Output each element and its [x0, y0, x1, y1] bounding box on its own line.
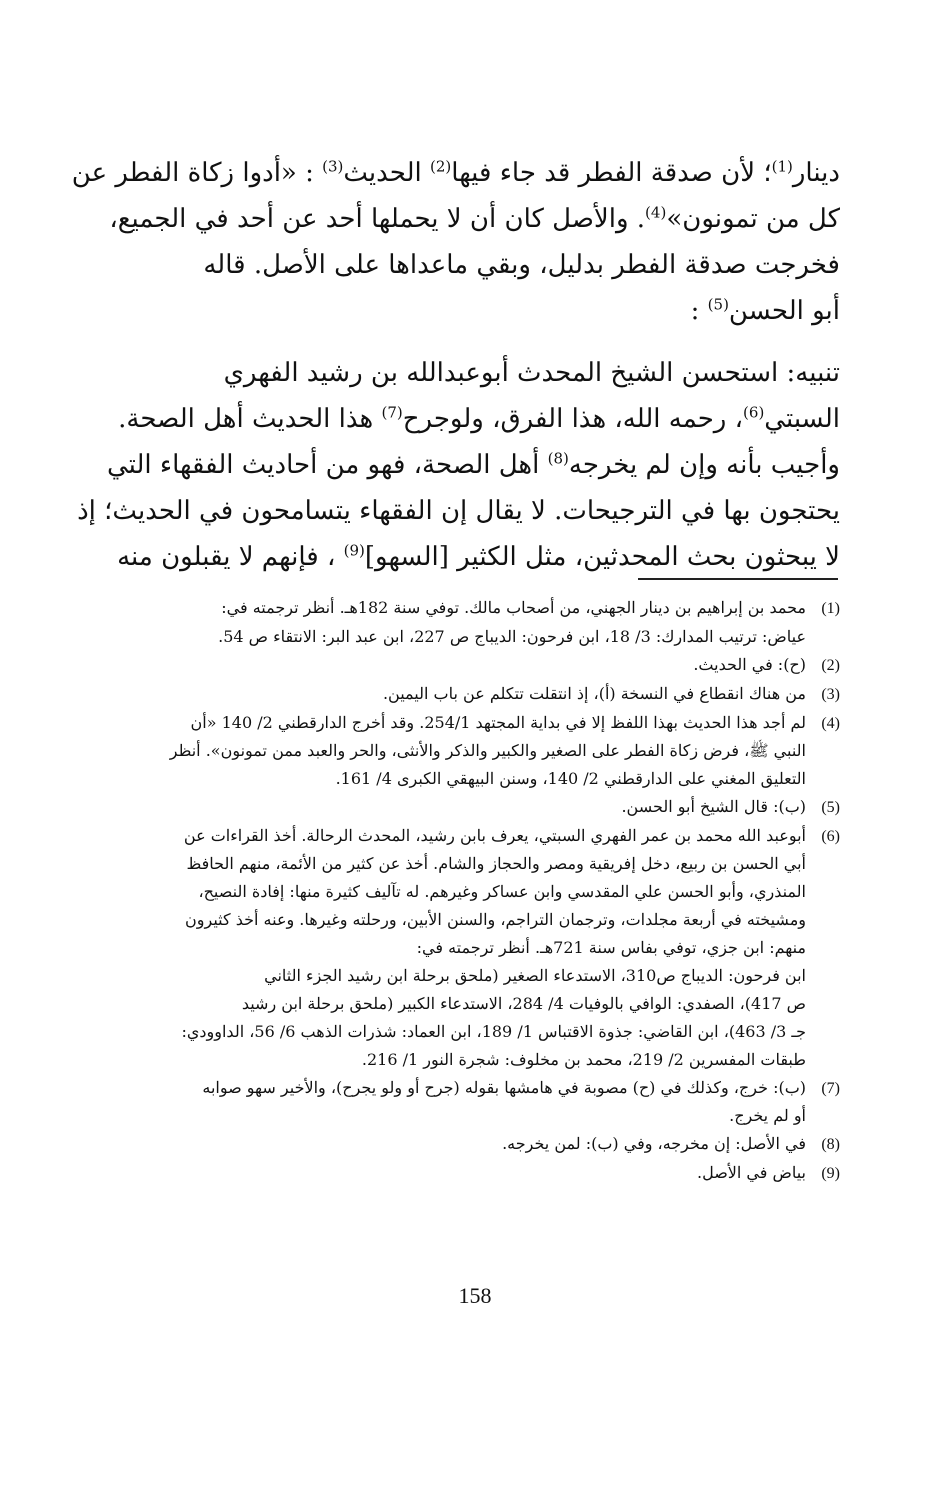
footnote-ref[interactable]: (6): [743, 403, 765, 422]
footnote-text: في الأصل: إن مخرجه، وفي (ب): لمن يخرجه.: [502, 1134, 806, 1153]
footnote-text: بياض في الأصل.: [696, 1163, 806, 1182]
body-line: لا يبحثون بحث المحدثين، مثل الكثير [السهو]$^{(9)}$ ، فإنهم لا يقبلون منه: [117, 541, 840, 572]
footnote-ref[interactable]: (9): [343, 541, 365, 560]
footnote-1: [100, 594, 840, 623]
body-paragraph-2: [77, 350, 840, 580]
footnote-text: محمد بن إبراهيم بن دينار الجهني، من أصحاب مالك. توفي سنة 182هـ. أنظر ترجمته في:: [221, 598, 806, 617]
footnote-ref[interactable]: (5): [707, 295, 729, 314]
footnote-text: من هناك انقطاع في النسخة (أ)، إذ انتقلت تتكلم عن باب اليمين.: [382, 684, 806, 703]
footnote-ref[interactable]: (3): [322, 157, 344, 176]
footnote-text: (ب): خرج، وكذلك في (ح) مصوبة في هامشها بقوله (جرح أو ولو يجرح)، والأخير سهو صوابه أو لم يخرج.: [202, 1078, 806, 1125]
footnote-number: (7): [821, 1080, 840, 1097]
footnote-ref[interactable]: (1): [771, 157, 793, 176]
footnote-3: [100, 680, 840, 709]
footnote-ref[interactable]: (7): [381, 403, 403, 422]
footnote-number: (8): [821, 1136, 840, 1153]
body-paragraph-1: [71, 150, 840, 334]
body-line: أبو الحسن$^{(5)}$ :: [690, 295, 840, 326]
body-line: كل من تمونون»$^{(4)}$. والأصل كان أن لا يحملها أحد عن أحد في الجميع،: [109, 203, 840, 234]
footnote-1-continuation: عياض: ترتيب المدارك: 3/ 18، ابن فرحون: الديباج ص 227، ابن عبد البر: الانتقاء ص 54.: [218, 627, 806, 646]
body-line: فخرجت صدقة الفطر بدليل، وبقي ماعداها على الأصل. قاله: [203, 250, 840, 280]
footnote-number: (1): [821, 600, 840, 617]
footnote-separator: [638, 578, 838, 580]
footnote-number: (5): [821, 799, 840, 816]
footnotes: [100, 594, 840, 1188]
footnote-5: [100, 793, 840, 822]
footnote-text: (ح): في الحديث.: [693, 655, 806, 674]
footnote-ref[interactable]: (4): [645, 203, 667, 222]
footnote-8: [100, 1130, 840, 1159]
body-line: وأجيب بأنه وإن لم يخرجه$^{(8)}$ أهل الصحة، فهو من أحاديث الفقهاء التي: [106, 449, 840, 480]
footnote-9: [100, 1159, 840, 1188]
body-line: يحتجون بها في الترجيحات. لا يقال إن الفقهاء يتسامحون في الحديث؛ إذ: [77, 496, 840, 526]
page-number: 158: [458, 1283, 492, 1308]
footnote-text: (ب): قال الشيخ أبو الحسن.: [621, 797, 806, 816]
footnote-number: (3): [821, 686, 840, 703]
body-line: تنبيه: استحسن الشيخ المحدث أبوعبدالله بن رشيد الفهري: [223, 358, 840, 388]
footnote-2: [100, 651, 840, 680]
footnote-number: (6): [821, 828, 840, 845]
footnote-6: [100, 822, 840, 962]
body-line: دينار$^{(1)}$؛ لأن صدقة الفطر قد جاء فيها$^{(2)}$ الحديث$^{(3)}$ : «أدوا زكاة الفطر عن: [71, 157, 840, 188]
body-line: السبتي$^{(6)}$، رحمه الله، هذا الفرق، ولوجرح$^{(7)}$ هذا الحديث أهل الصحة.: [118, 403, 840, 434]
footnote-ref[interactable]: (8): [547, 449, 569, 468]
footnote-number: (4): [821, 715, 840, 732]
footnote-7: [100, 1074, 840, 1130]
footnote-number: (2): [821, 657, 840, 674]
footnote-ref[interactable]: (2): [430, 157, 452, 176]
footnote-text: لم أجد هذا الحديث بهذا اللفظ إلا في بداية المجتهد 254/1. وقد أخرج الدارقطني 2/ 140 «أن النبي ﷺ، فرض زكاة الفطر على الصغير والكبير والذكر والأنثى، والحر والعبد ممن تمونون». أنظر التعليق المغني على الدارقطني 2/ 140، وسنن البيهقي الكبرى 4/ 161.: [169, 713, 806, 788]
footnote-6-continuation: ابن فرحون: الديباج ص310، الاستدعاء الصغير (ملحق برحلة ابن رشيد الجزء الثاني ص 417)، الصفدي: الوافي بالوفيات 4/ 284، الاستدعاء الكبير (ملحق برحلة ابن رشيد جـ 3/ 463)، ابن القاضي: جذوة الاقتباس 1/ 189، ابن العماد: شذرات الذهب 6/ 56، الداوودي: طبقات المفسرين 2/ 219، محمد بن مخلوف: شجرة النور 1/ 216.: [181, 966, 806, 1069]
footnote-number: (9): [821, 1165, 840, 1182]
footnote-text: أبوعبد الله محمد بن عمر الفهري السبتي، يعرف بابن رشيد، المحدث الرحالة. أخذ القراءات عن أبي الحسن بن ربيع، دخل إفريقية ومصر والحجاز والشام. أخذ عن كثير من الأئمة، منهم الحافظ المنذري، وأبو الحسن علي المقدسي وابن عساكر وغيرهم. له تآليف كثيرة منها: إفادة النصيح، ومشيخته في أربعة مجلدات، وترجمان التراجم، والسنن الأبين، ورحلته وغيرها. وعنه أخذ كثيرون منهم: ابن جزي، توفي بفاس سنة 721هـ. أنظر ترجمته في:: [183, 826, 806, 957]
footnote-4: [100, 709, 840, 793]
